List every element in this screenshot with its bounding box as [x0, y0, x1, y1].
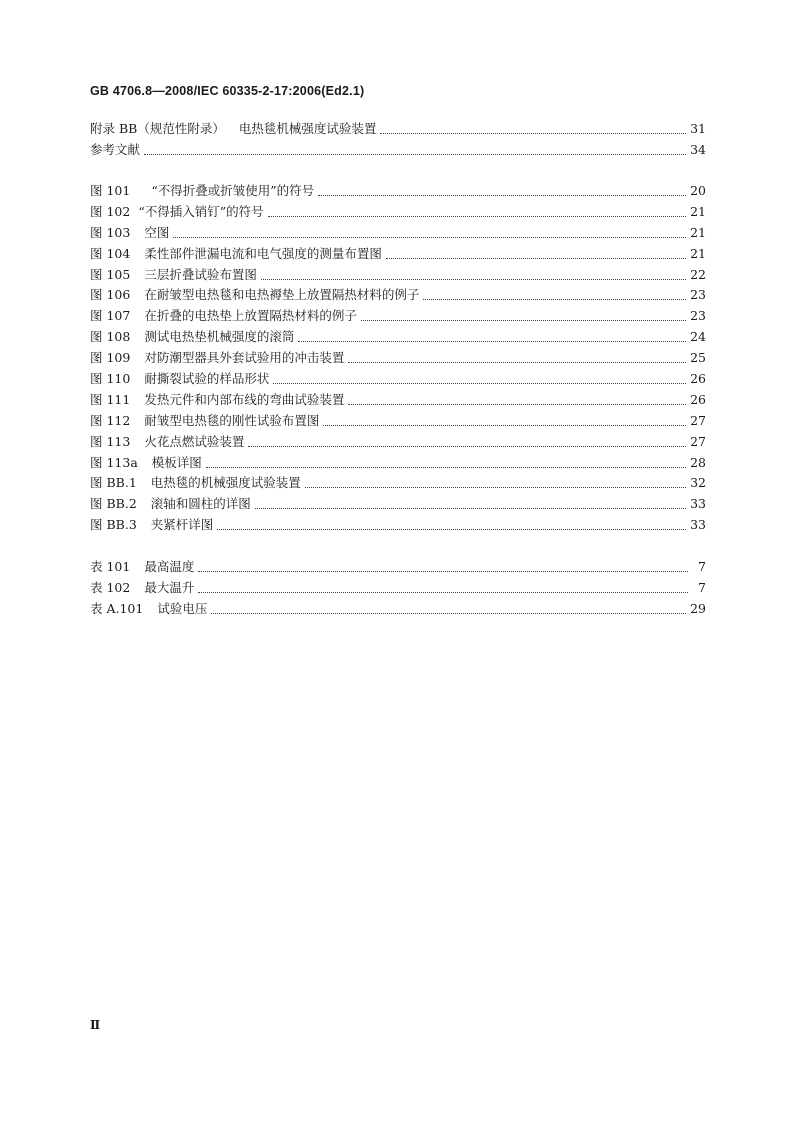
- toc-dot-leader: [318, 195, 686, 196]
- toc-entry-label: 图 104: [90, 245, 131, 261]
- toc-entry-label: 图 113: [90, 433, 131, 449]
- toc-dot-leader: [423, 299, 686, 300]
- toc-entry-page: 24: [690, 329, 706, 345]
- toc-dot-leader: [217, 529, 686, 530]
- toc-entry-page: 7: [698, 559, 706, 574]
- toc-dot-leader: [206, 467, 686, 468]
- toc-entry-page: 33: [690, 517, 706, 533]
- toc-entry-label: 参考文献: [90, 141, 141, 157]
- toc-entry[interactable]: [90, 411, 706, 432]
- toc-entry[interactable]: [90, 515, 706, 536]
- toc-entry-title: “不得折叠或折皱使用”的符号: [151, 183, 315, 198]
- toc-entry[interactable]: [90, 348, 706, 369]
- toc-dot-leader: [144, 154, 686, 155]
- toc-entry-label: 图 109: [90, 350, 131, 366]
- toc-entry-label: 图 106: [90, 287, 131, 303]
- toc-entry-page: 21: [690, 203, 706, 219]
- toc-entry[interactable]: [90, 181, 706, 202]
- toc-entry-title: 柔性部件泄漏电流和电气强度的测量布置图: [144, 245, 382, 261]
- toc-entry-page: 28: [690, 454, 706, 470]
- toc-entry-page: 29: [690, 600, 706, 616]
- toc-entry-label: 图 113a: [90, 454, 138, 470]
- toc-entry[interactable]: [90, 119, 706, 140]
- toc-entry-title: 最大温升: [144, 579, 195, 595]
- toc-dot-leader: [198, 592, 688, 593]
- document-header: GB 4706.8—2008/IEC 60335-2-17:2006(Ed2.1): [90, 84, 365, 98]
- toc-entry-page: 23: [690, 308, 706, 324]
- toc-dot-leader: [273, 383, 686, 384]
- toc-entry-title: 三层折叠试验布置图: [144, 266, 257, 282]
- toc-entry-title: 试验电压: [157, 600, 208, 616]
- toc-entry-title: 耐撕裂试验的样品形状: [144, 371, 270, 387]
- toc-entry-page: 27: [690, 412, 706, 428]
- toc-entry[interactable]: [90, 599, 706, 620]
- toc-dot-leader: [255, 508, 686, 509]
- toc-entry-label: 表 102: [90, 579, 131, 595]
- toc-dot-leader: [268, 216, 686, 217]
- toc-entry-page: 7: [698, 579, 706, 595]
- toc-entry-page: 25: [690, 350, 706, 366]
- toc-entry-title: 电热毯机械强度试验装置: [238, 121, 377, 136]
- toc-entry-label: 图 111: [90, 391, 131, 407]
- toc-entry-label: 附录 BB（规范性附录）: [90, 121, 225, 136]
- toc-entry-title: 在折叠的电热垫上放置隔热材料的例子: [144, 308, 357, 324]
- toc-entry[interactable]: [90, 306, 706, 327]
- toc-dot-leader: [361, 320, 686, 321]
- toc-entry-page: 21: [690, 245, 706, 261]
- toc-entry-page: 27: [690, 433, 706, 449]
- toc-entry[interactable]: [90, 390, 706, 411]
- toc-entry-label: 图 103: [90, 224, 131, 240]
- toc-dot-leader: [261, 279, 686, 280]
- toc-entry-label: 表 A.101: [90, 600, 144, 616]
- toc-entry-label: 图 BB.3: [90, 517, 137, 533]
- toc-entry[interactable]: [90, 140, 706, 161]
- toc-entry[interactable]: [90, 327, 706, 348]
- toc-annex-section: [90, 119, 706, 161]
- toc-dot-leader: [348, 362, 686, 363]
- toc-entry-title: 最高温度: [144, 559, 195, 574]
- toc-dot-leader: [211, 613, 686, 614]
- toc-entry[interactable]: [90, 244, 706, 265]
- toc-entry-label: 图 BB.2: [90, 496, 137, 512]
- toc-entry-page: 21: [690, 224, 706, 240]
- toc-entry-label: 图 108: [90, 329, 131, 345]
- toc-entry-title: 对防潮型器具外套试验用的冲击装置: [144, 350, 345, 366]
- toc-tables-section: [90, 557, 706, 620]
- toc-entry[interactable]: [90, 369, 706, 390]
- toc-dot-leader: [323, 425, 686, 426]
- toc-entry-title: 空图: [144, 224, 170, 240]
- toc-entry[interactable]: [90, 265, 706, 286]
- toc-entry-title: 夹紧杆详图: [150, 517, 214, 533]
- toc-entry-label: 图 102: [90, 203, 131, 219]
- toc-entry[interactable]: [90, 557, 706, 578]
- toc-dot-leader: [386, 258, 686, 259]
- toc-entry[interactable]: [90, 578, 706, 599]
- toc-entry-title: 测试电热垫机械强度的滚筒: [144, 329, 295, 345]
- toc-entry-title: 在耐皱型电热毯和电热褥垫上放置隔热材料的例子: [144, 287, 420, 303]
- toc-entry[interactable]: [90, 432, 706, 453]
- toc-entry[interactable]: [90, 494, 706, 515]
- toc-entry-label: 图 105: [90, 266, 131, 282]
- toc-dot-leader: [198, 571, 688, 572]
- toc-dot-leader: [305, 487, 686, 488]
- toc-figures-section: [90, 181, 706, 536]
- page-number: Ⅱ: [90, 1018, 101, 1032]
- toc-entry-page: 22: [690, 266, 706, 282]
- toc-entry-page: 32: [690, 475, 706, 491]
- toc-entry[interactable]: [90, 473, 706, 494]
- toc-entry[interactable]: [90, 285, 706, 306]
- toc-entry-title: “不得插入销钉”的符号: [138, 203, 264, 219]
- toc-entry-page: 33: [690, 496, 706, 512]
- toc-entry-page: 26: [690, 371, 706, 387]
- toc-entry[interactable]: [90, 223, 706, 244]
- toc-entry-title: 模板详图: [151, 454, 202, 470]
- toc-entry-title: 滚轴和圆柱的详图: [150, 496, 251, 512]
- toc-entry-title: 发热元件和内部布线的弯曲试验装置: [144, 391, 345, 407]
- toc-dot-leader: [173, 237, 686, 238]
- toc-entry-label: 表 101: [90, 559, 131, 574]
- toc-entry-title: 火花点燃试验装置: [144, 433, 245, 449]
- toc-dot-leader: [298, 341, 686, 342]
- toc-entry[interactable]: [90, 453, 706, 474]
- toc-entry-label: 图 107: [90, 308, 131, 324]
- toc-dot-leader: [248, 446, 686, 447]
- toc-entry-page: 31: [690, 121, 706, 136]
- toc-entry-label: 图 110: [90, 371, 131, 387]
- toc-dot-leader: [380, 133, 686, 134]
- toc-dot-leader: [348, 404, 686, 405]
- toc-entry-page: 20: [690, 183, 706, 198]
- toc-entry-label: 图 BB.1: [90, 475, 137, 491]
- toc-entry-page: 34: [690, 141, 706, 157]
- toc-entry[interactable]: [90, 202, 706, 223]
- toc-entry-title: 电热毯的机械强度试验装置: [150, 475, 301, 491]
- toc-entry-label: 图 112: [90, 412, 131, 428]
- toc-entry-page: 26: [690, 391, 706, 407]
- toc-entry-title: 耐皱型电热毯的刚性试验布置图: [144, 412, 320, 428]
- toc-entry-page: 23: [690, 287, 706, 303]
- toc-entry-label: 图 101: [90, 183, 131, 198]
